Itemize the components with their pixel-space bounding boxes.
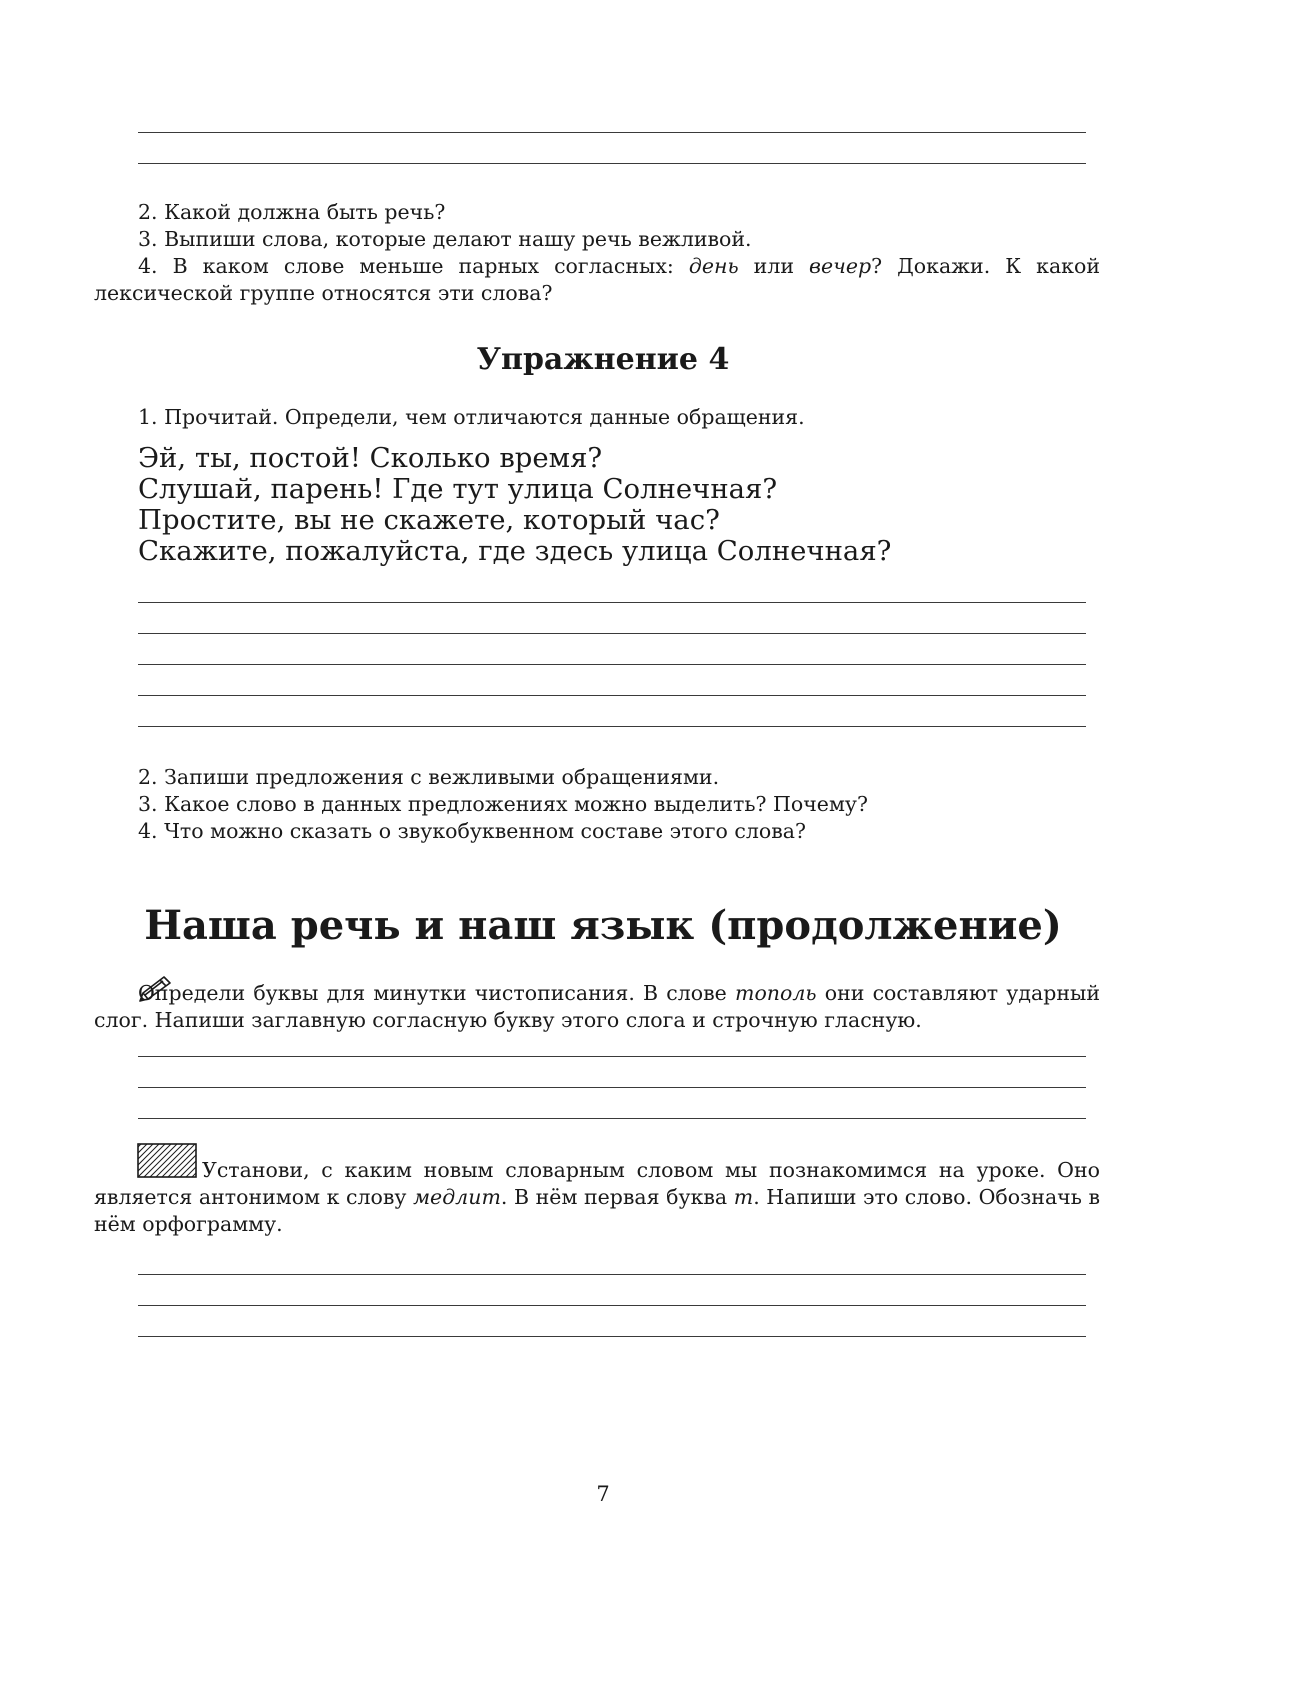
questions-block-1	[94, 199, 1100, 307]
question-4: 4. В каком слове меньше парных согласных: день или вечер? Докажи. К какой лексической группе относятся эти слова?	[94, 254, 1100, 305]
exercise-heading: Упражнение 4	[476, 342, 730, 377]
example-sentences	[138, 443, 1098, 567]
question-3: 3. Выпиши слова, которые делают нашу речь вежливой.	[138, 227, 752, 251]
answer-line	[138, 132, 1086, 133]
answer-line	[138, 633, 1086, 634]
answer-line	[138, 664, 1086, 665]
word-vecher: вечер	[809, 254, 872, 278]
question-4: 4. Что можно сказать о звукобуквенном составе этого слова?	[138, 819, 806, 843]
word-den: день	[688, 254, 739, 278]
vocabulary-task: Установи, с каким новым словарным словом мы познакомимся на уроке. Оно является антонимом к слову медлит. В нём первая буква т. Напиши это слово. Обозначь в нём орфограмму.	[94, 1158, 1101, 1236]
answer-line	[138, 1118, 1086, 1119]
question-3: 3. Какое слово в данных предложениях можно выделить? Почему?	[138, 792, 868, 816]
sentence: Простите, вы не скажете, который час?	[138, 504, 720, 536]
question-2: 2. Запиши предложения с вежливыми обращениями.	[138, 765, 720, 789]
word-topol: тополь	[735, 981, 817, 1005]
sentence: Скажите, пожалуйста, где здесь улица Солнечная?	[138, 535, 892, 567]
answer-line	[138, 602, 1086, 603]
answer-line	[138, 163, 1086, 164]
answer-line	[138, 1274, 1086, 1275]
answer-line	[138, 726, 1086, 727]
answer-line	[138, 1056, 1086, 1057]
page-number: 7	[596, 1482, 610, 1506]
answer-line	[138, 695, 1086, 696]
letter-t: т	[733, 1185, 754, 1209]
lesson-heading: Наша речь и наш язык (продолжение)	[144, 902, 1062, 949]
question-2: 2. Какой должна быть речь?	[138, 200, 446, 224]
answer-line	[138, 1087, 1086, 1088]
sentence: Эй, ты, постой! Сколько время?	[138, 442, 603, 474]
exercise-task-1: 1. Прочитай. Определи, чем отличаются данные обращения.	[138, 405, 805, 429]
calligraphy-task: Определи буквы для минутки чистописания. В слове тополь они составляют ударный слог. Напиши заглавную согласную букву этого слога и строчную гласную.	[94, 981, 1100, 1032]
answer-line	[138, 1305, 1086, 1306]
sentence: Слушай, парень! Где тут улица Солнечная?	[138, 473, 778, 505]
questions-block-2	[94, 764, 1100, 845]
answer-line	[138, 1336, 1086, 1337]
word-medlit: медлит	[413, 1185, 501, 1209]
